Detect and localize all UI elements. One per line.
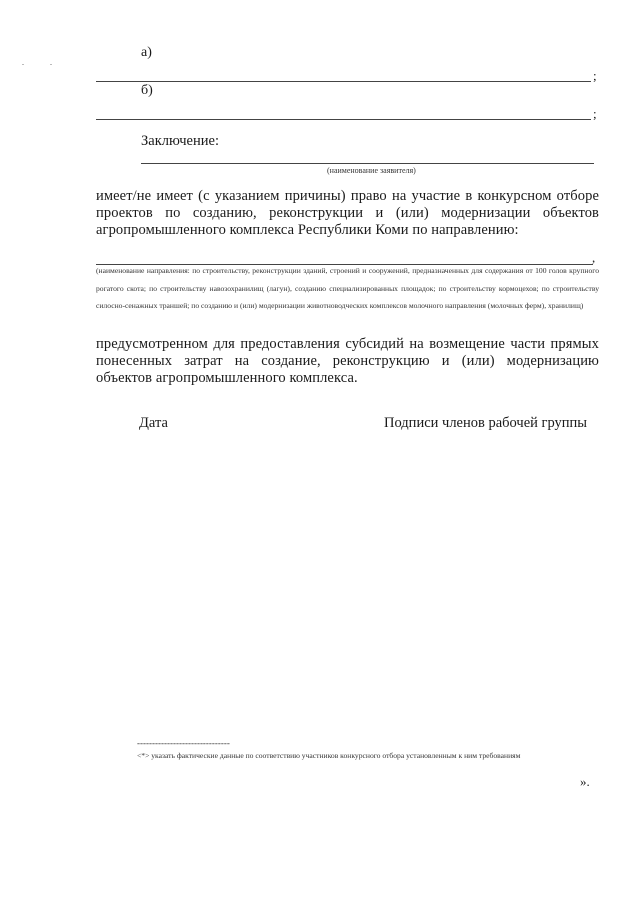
item-a-fill-line xyxy=(96,81,591,82)
scan-speck xyxy=(22,64,24,65)
item-b-fill-line xyxy=(96,119,591,120)
footnote-closing: ». xyxy=(580,774,590,789)
item-a-label: а) xyxy=(141,45,152,60)
main-paragraph: имеет/не имеет (с указанием причины) право на участие в конкурсном отборе проектов по созданию, реконструкции и (или) модернизации объектов агропромышленного комплекса Республики Коми по направлению: xyxy=(96,188,599,238)
scan-speck xyxy=(50,64,52,65)
conclusion-heading: Заключение: xyxy=(141,133,219,149)
applicant-caption: (наименование заявителя) xyxy=(327,166,416,175)
footnote-text: <*> указать фактические данные по соответствию участников конкурсного отбора установленным к ним требованиям xyxy=(137,751,521,760)
second-paragraph: предусмотренном для предоставления субсидий на возмещение части прямых понесенных затрат на создание, реконструкцию и (или) модернизацию объектов агропромышленного комплекса. xyxy=(96,336,599,386)
direction-caption: (наименование направления: по строительству, реконструкции зданий, строений и сооружений, предназначенных для содержания от 100 голов крупного рогатого скота; по строительству навозохранилищ (лагун), созданию специализированных площадок; по строительству кормоцехов; по строительству силосно-сенажных траншей; по созданию и (или) модернизации животноводческих комплексов молочного направления (молочных ферм), хранилищ) xyxy=(96,266,599,310)
signatures-label: Подписи членов рабочей группы xyxy=(384,415,588,431)
footnote-separator: ------------------------------- xyxy=(137,738,230,748)
applicant-fill-line xyxy=(141,163,594,164)
item-a-end-mark: ; xyxy=(593,68,597,83)
item-b-end-mark: ; xyxy=(593,106,597,121)
item-b-label: б) xyxy=(141,83,153,98)
direction-end-mark: , xyxy=(592,250,596,265)
date-label: Дата xyxy=(139,415,168,431)
